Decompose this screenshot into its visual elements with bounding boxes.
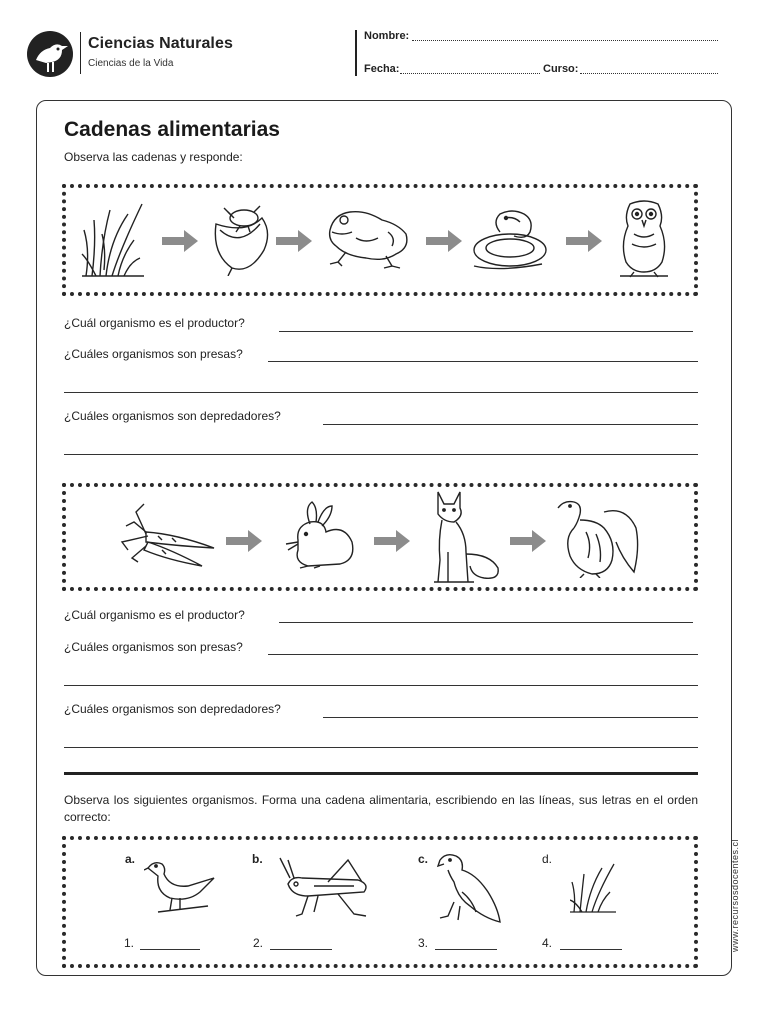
answer-number: 4. <box>542 936 553 950</box>
answer-line[interactable] <box>323 423 698 425</box>
answer-blank-3[interactable] <box>435 948 497 950</box>
organism-letter-c: c. <box>418 852 429 866</box>
question-depredadores-2: ¿Cuáles organismos son depredadores? <box>64 702 281 716</box>
arrow-icon <box>162 230 198 252</box>
vulture-icon <box>556 498 640 578</box>
header-divider <box>355 30 357 76</box>
website-credit: www.recursosdocentes.cl <box>730 838 740 952</box>
nombre-field[interactable] <box>412 30 718 41</box>
carrot-icon <box>118 502 216 568</box>
fox-icon <box>430 490 502 584</box>
arrow-icon <box>374 530 410 552</box>
answer-number: 2. <box>253 936 264 950</box>
answer-line[interactable] <box>323 716 698 718</box>
question-presas-1: ¿Cuáles organismos son presas? <box>64 347 243 361</box>
answer-number: 3. <box>418 936 429 950</box>
answer-line[interactable] <box>64 746 698 748</box>
organism-letter-d: d. <box>542 852 553 866</box>
arrow-icon <box>510 530 546 552</box>
rabbit-icon <box>284 500 356 570</box>
answer-blank-2[interactable] <box>270 948 332 950</box>
question-depredadores-1: ¿Cuáles organismos son depredadores? <box>64 409 281 423</box>
bird-icon <box>144 858 216 916</box>
arrow-icon <box>276 230 312 252</box>
snake-icon <box>470 206 550 272</box>
frog-icon <box>326 208 410 270</box>
arrow-icon <box>226 530 262 552</box>
answer-blank-4[interactable] <box>560 948 622 950</box>
answer-line[interactable] <box>64 453 698 455</box>
answer-line[interactable] <box>268 360 698 362</box>
arrow-icon <box>426 230 462 252</box>
arrow-icon <box>566 230 602 252</box>
brand-divider <box>80 32 81 74</box>
nombre-label: Nombre: <box>364 30 410 42</box>
hawk-icon <box>436 852 502 924</box>
insect-on-leaf-icon <box>210 204 272 276</box>
question-productor-2: ¿Cuál organismo es el productor? <box>64 608 245 622</box>
fecha-field[interactable] <box>400 63 540 74</box>
section-divider <box>64 772 698 775</box>
answer-line[interactable] <box>279 330 693 332</box>
part2-instruction: Observa los siguientes organismos. Forma una cadena alimentaria, escribiendo en las líneas, sus letras en el orden correcto: <box>64 793 698 824</box>
worksheet-title: Cadenas alimentarias <box>64 118 280 141</box>
answer-line[interactable] <box>268 653 698 655</box>
answer-line[interactable] <box>64 684 698 686</box>
answer-number: 1. <box>124 936 135 950</box>
curso-label: Curso: <box>543 63 579 75</box>
answer-line[interactable] <box>64 391 698 393</box>
owl-icon <box>616 200 672 278</box>
worksheet-instruction: Observa las cadenas y responde: <box>64 150 243 164</box>
brand-title: Ciencias Naturales <box>88 35 233 52</box>
brand-subtitle: Ciencias de la Vida <box>88 58 174 69</box>
grass-icon <box>570 862 616 914</box>
question-presas-2: ¿Cuáles organismos son presas? <box>64 640 243 654</box>
grass-icon <box>80 200 146 278</box>
bird-logo-icon <box>26 30 74 78</box>
grasshopper-icon <box>278 856 374 918</box>
organism-letter-b: b. <box>252 852 263 866</box>
answer-line[interactable] <box>279 621 693 623</box>
answer-blank-1[interactable] <box>140 948 200 950</box>
curso-field[interactable] <box>580 63 718 74</box>
question-productor-1: ¿Cuál organismo es el productor? <box>64 316 245 330</box>
organism-letter-a: a. <box>125 852 136 866</box>
fecha-label: Fecha: <box>364 63 400 75</box>
